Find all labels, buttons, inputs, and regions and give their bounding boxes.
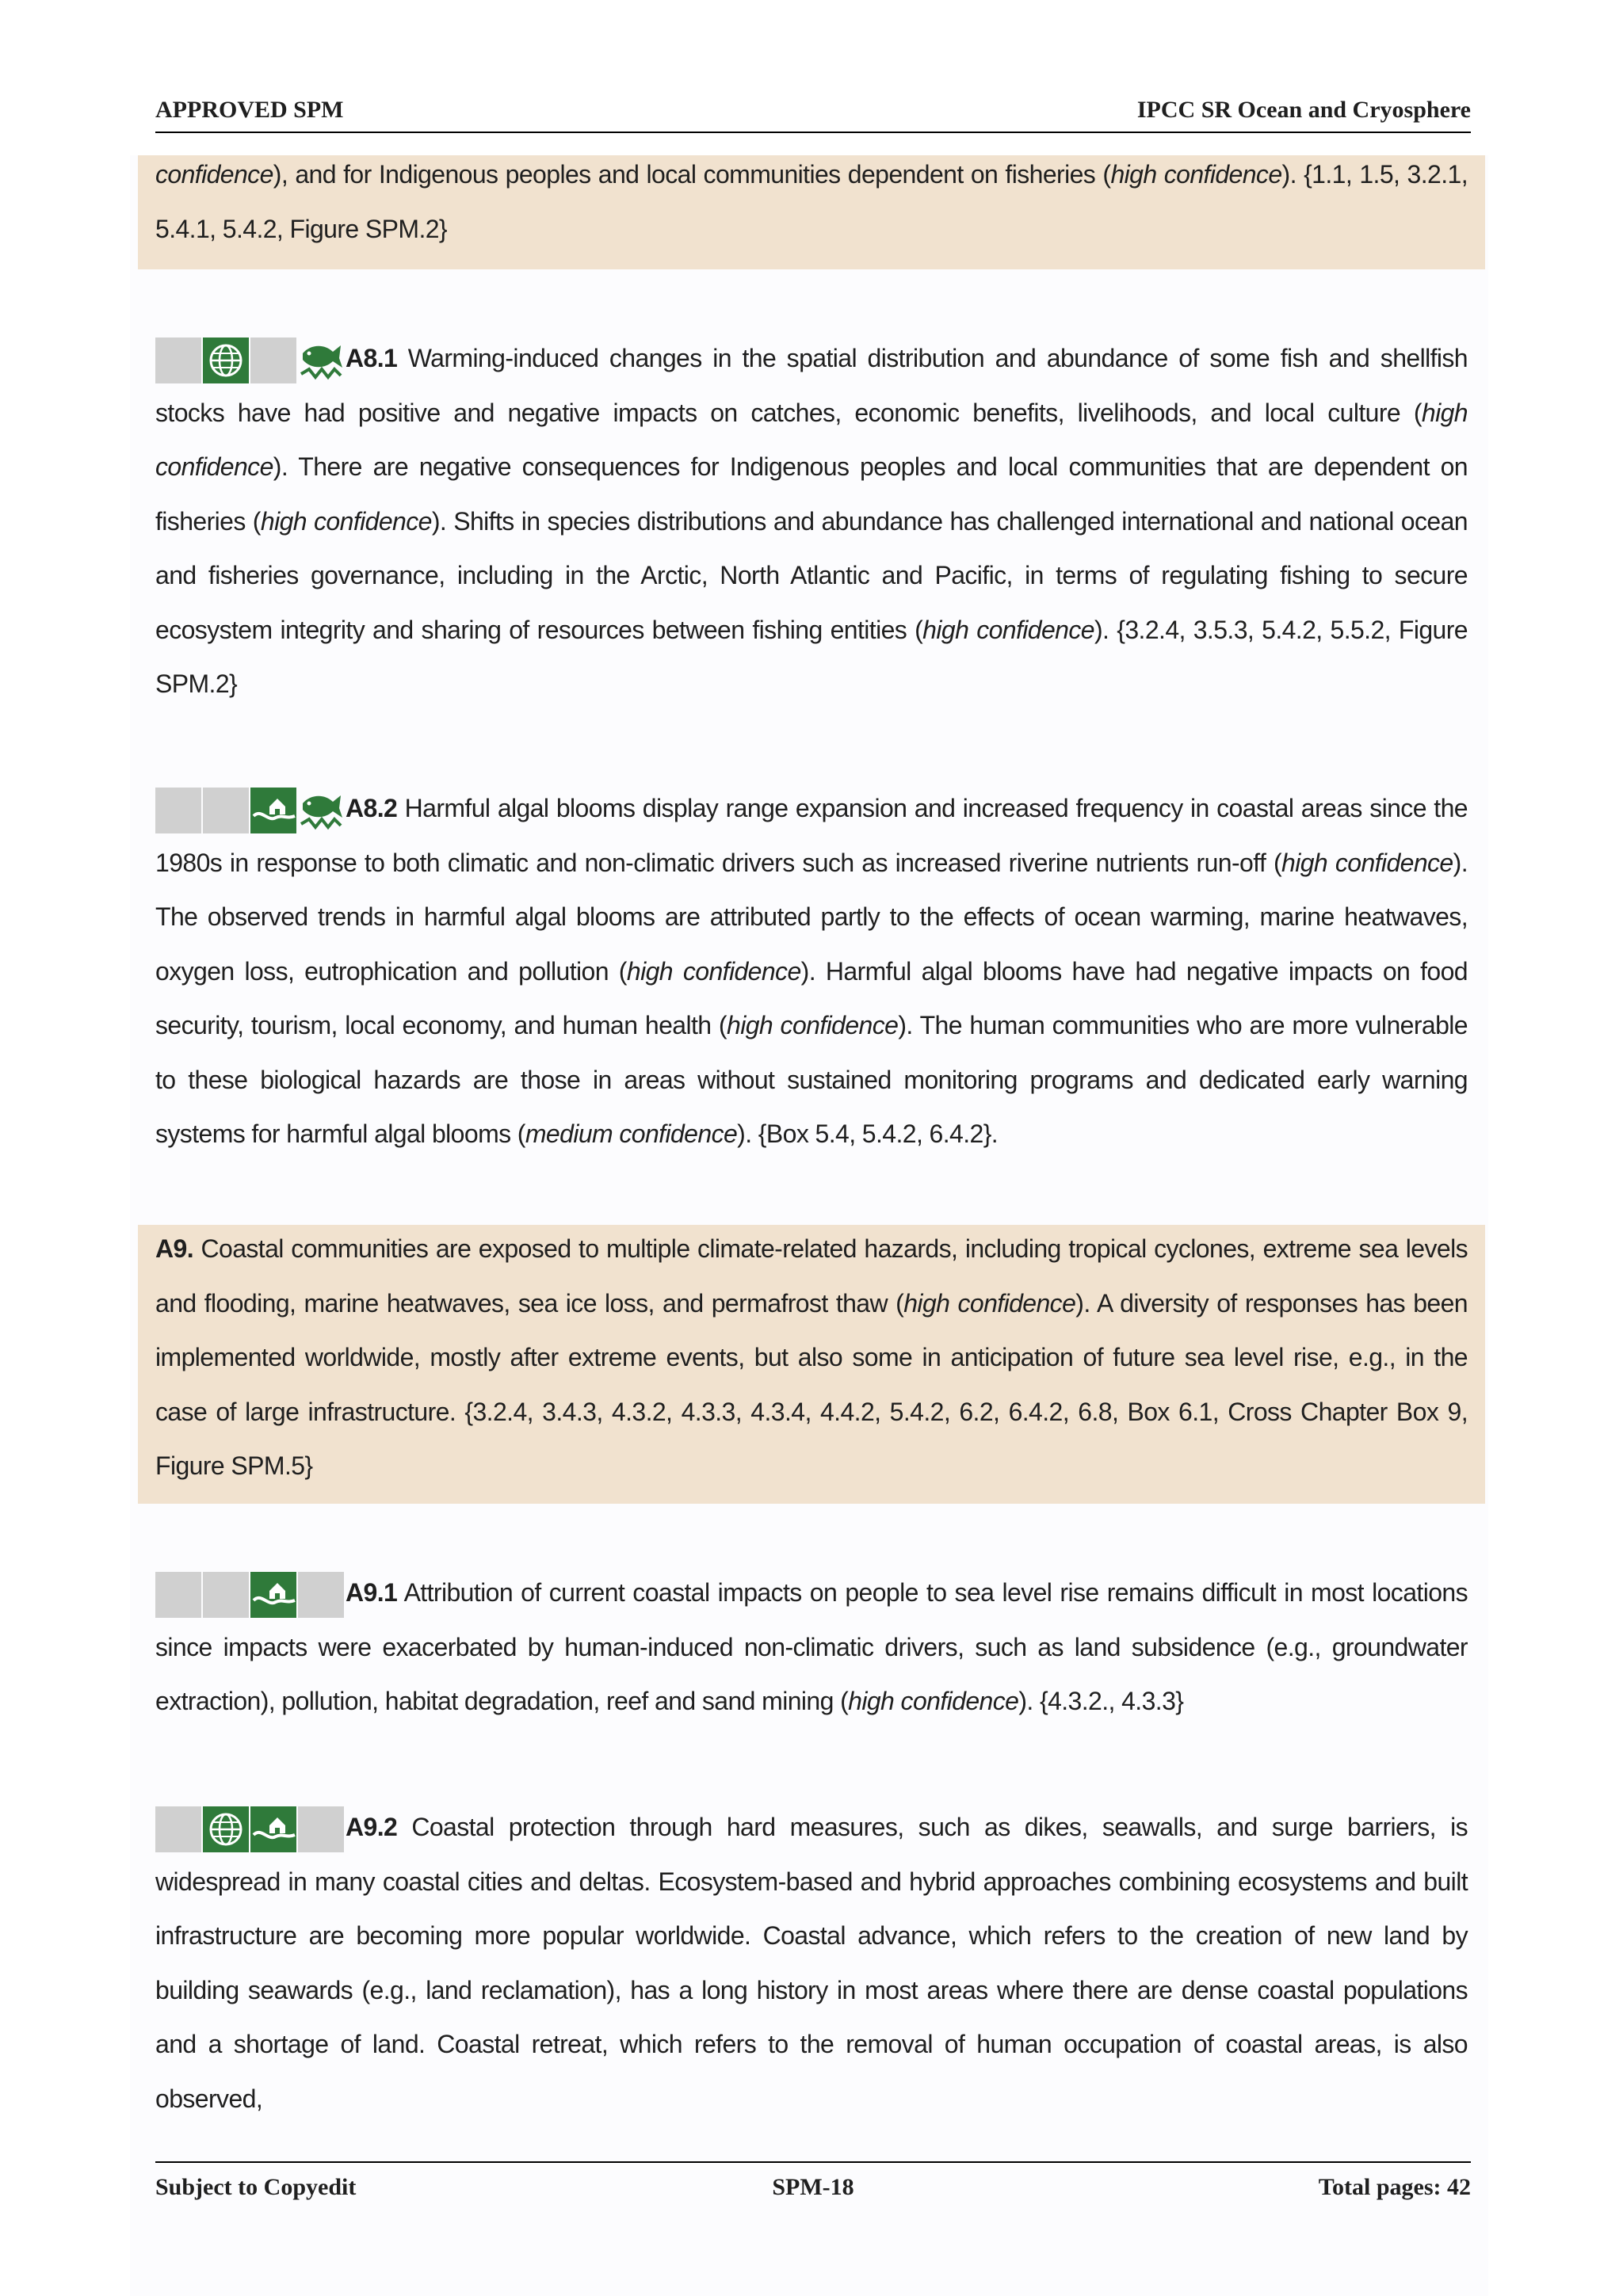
empty-icon-cell [298,1572,344,1618]
icon-strip-a8-2 [155,788,346,833]
coastal-house-icon [250,1572,296,1618]
header-right: IPCC SR Ocean and Cryosphere [1136,97,1471,123]
coastal-house-icon [250,788,296,833]
page-header [155,93,1471,133]
top-box-line-1: confidence), and for Indigenous peoples and local communities dependent on fisheries (high confidence). {1.1, 1.5, 3.2.1, [155,160,1468,189]
globe-icon [203,338,249,383]
top-box-text [155,147,1468,256]
empty-icon-cell [250,338,296,383]
paragraph-a9-1: A9.1 Attribution of current coastal impacts on people to sea level rise remains difficult in most locations since impacts were exacerbated by human-induced non-climatic drivers, such as land subsidence (e.g., groundwater extraction), pollution, habitat degradation, reef and sand mining (high confidence). {4.3.2., 4.3.3} [155,1566,1468,1729]
empty-icon-cell [155,338,201,383]
empty-icon-cell [155,1572,201,1618]
top-box-line-2: 5.4.1, 5.4.2, Figure SPM.2} [155,214,448,243]
icon-strip-a9-2 [155,1806,346,1852]
empty-icon-cell [203,788,249,833]
header-left: APPROVED SPM [155,97,344,123]
paragraph-a8-1: A8.1 Warming-induced changes in the spatial distribution and abundance of some fish and shellfish stocks have had positive and negative impacts on catches, economic benefits, livelihoods, and local culture (high confidence). There are negative consequences for Indigenous peoples and local communities that are dependent on fisheries (high confidence). Shifts in species distributions and abundance has challenged international and national ocean and fisheries governance, including in the Arctic, North Atlantic and Pacific, in terms of regulating fishing to secure ecosystem integrity and sharing of resources between fishing entities (high confidence). {3.2.4, 3.5.3, 5.4.2, 5.5.2, Figure SPM.2} [155,331,1468,711]
paragraph-a9: A9. Coastal communities are exposed to multiple climate-related hazards, including tropical cyclones, extreme sea levels and flooding, marine heatwaves, sea ice loss, and permafrost thaw (high confidence). A diversity of responses has been implemented worldwide, mostly after extreme events, but also some in anticipation of future sea level rise, e.g., in the case of large infrastructure. {3.2.4, 3.4.3, 4.3.2, 4.3.3, 4.3.4, 4.4.2, 5.4.2, 6.2, 6.4.2, 6.8, Box 6.1, Cross Chapter Box 9, Figure SPM.5} [155,1234,1468,1480]
empty-icon-cell [203,1572,249,1618]
empty-icon-cell [298,1806,344,1852]
fish-icon [298,338,344,383]
icon-strip-a8-1 [155,338,346,383]
globe-icon [203,1806,249,1852]
empty-icon-cell [155,788,201,833]
icon-strip-a9-1 [155,1572,346,1618]
paragraph-a9-2: A9.2 Coastal protection through hard measures, such as dikes, seawalls, and surge barriers, is widespread in many coastal cities and deltas. Ecosystem-based and hybrid approaches combining ecosystems and built infrastructure are becoming more popular worldwide. Coastal advance, which refers to the creation of new land by building seawards (e.g., land reclamation), has a long history in most areas where there are dense coastal populations and a shortage of land. Coastal retreat, which refers to the removal of human occupation of coastal areas, is also observed, [155,1800,1468,2126]
footer-page-number: SPM-18 [772,2174,854,2200]
paragraph-a8-2: A8.2 Harmful algal blooms display range expansion and increased frequency in coastal areas since the 1980s in response to both climatic and non-climatic drivers such as increased riverine nutrients run-off (high confidence). The observed trends in harmful algal blooms are attributed partly to the effects of ocean warming, marine heatwaves, oxygen loss, eutrophication and pollution (high confidence). Harmful algal blooms have had negative impacts on food security, tourism, local economy, and human health (high confidence). The human communities who are more vulnerable to these biological hazards are those in areas without sustained monitoring programs and dedicated early warning systems for harmful algal blooms (medium confidence). {Box 5.4, 5.4.2, 6.4.2}. [155,781,1468,1161]
fish-icon [298,788,344,833]
footer-left: Subject to Copyedit [155,2174,357,2200]
page-footer [155,2161,1471,2207]
coastal-house-icon [250,1806,296,1852]
footer-total-pages: Total pages: 42 [1318,2174,1471,2200]
empty-icon-cell [155,1806,201,1852]
